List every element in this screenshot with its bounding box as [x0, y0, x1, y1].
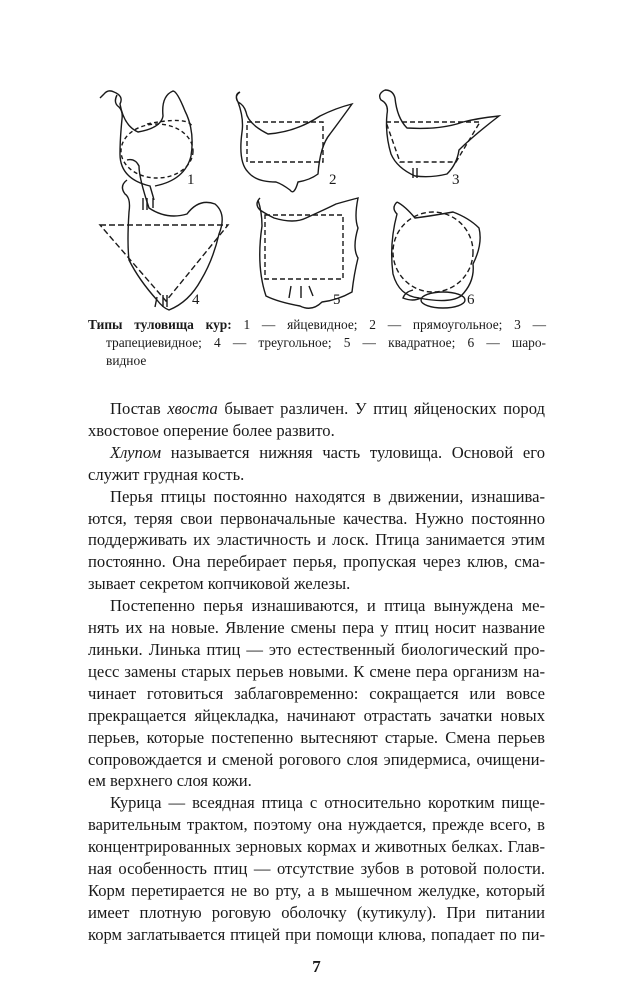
chicken-illustrations [95, 80, 515, 315]
page-number: 7 [312, 956, 321, 976]
text-line: перьев, которые постепенно вытесняют старые. Смена перьев [88, 727, 545, 747]
text-line: служит грудная кость. [88, 464, 245, 484]
paragraph [88, 595, 545, 792]
text-line: зывает секретом копчиковой железы. [88, 574, 351, 594]
text-line: Постепенно перья изнашиваются, и птица вынуждена ме- [110, 596, 545, 616]
caption-line: видное [106, 353, 147, 368]
text-line: цесс замены старых перьев новыми. К смене пера организм на- [88, 661, 545, 681]
paragraph [88, 486, 545, 596]
text-line: Курица — всеядная птица с относительно коротким пище- [110, 793, 545, 813]
text-line: нять их на новые. Явление смены пера у птиц носит название [88, 618, 545, 638]
body-text [88, 398, 545, 978]
figure-label-1: 1 [187, 172, 195, 188]
text-line: Перья птицы постоянно находятся в движении, изнашива- [110, 486, 545, 506]
text: бывает различен. У птиц яйценоских пород [217, 399, 545, 418]
term-emphasis: хвоста [167, 399, 218, 418]
chicken-trapezoidal [380, 90, 499, 178]
figure-label-6: 6 [467, 292, 475, 308]
caption-title: Типы туловища кур: [88, 317, 232, 332]
text-line: сопровождается и сменой рогового слоя эпидермиса, очищени- [88, 749, 545, 769]
caption-line: 1 — яйцевидное; 2 — прямоугольное; 3 — [231, 317, 547, 332]
text-line: ем верхнего слоя кожи. [88, 771, 252, 791]
text-line: корм заглатывается птицей при помощи клюва, попадает по пи- [88, 924, 545, 944]
chicken-body-types-figure [95, 80, 515, 315]
text-line: постоянно. Она перебирает перья, пропуская через клюв, сма- [88, 552, 545, 572]
figure-caption [88, 316, 546, 370]
paragraph [88, 442, 545, 486]
chicken-egg-shaped [100, 91, 193, 210]
chicken-square [257, 198, 358, 308]
term-emphasis: Хлупом [110, 442, 162, 462]
figure-label-2: 2 [329, 172, 337, 188]
figure-label-3: 3 [452, 172, 460, 188]
text-line: поддерживать их эластичность и лоск. Птица занимается этим [88, 530, 545, 550]
figure-label-4: 4 [192, 292, 200, 308]
text-line: ная особенность птиц — отсутствие зубов в ротовой полости. [88, 859, 545, 879]
text-line: чинает готовиться заблаговременно: сокращается или вовсе [88, 683, 545, 703]
text-line: ются, теряя свои первоначальные качества. Нужно постоянно [88, 508, 545, 528]
text-line: имеет плотную роговую оболочку (кутикулу). При питании [88, 902, 545, 922]
text-line: варительным трактом, поэтому она нуждается, прежде всего, в [88, 815, 545, 835]
text: называется нижняя часть туловища. Основой его [161, 442, 545, 462]
text-line: концентрированных зерновых кормах и животных белках. Глав- [88, 837, 545, 857]
caption-line: трапециевидное; 4 — треугольное; 5 — квадратное; 6 — шаро- [106, 335, 546, 350]
text-line: хвостовое оперение более развито. [88, 420, 335, 440]
text-line: линьки. Линька птиц — это естественный биологический про- [88, 639, 545, 659]
paragraph [88, 398, 545, 442]
chicken-triangular [100, 160, 228, 310]
text: Постав [110, 399, 168, 418]
figure-label-5: 5 [333, 292, 341, 308]
text-line: Корм перетирается не во рту, а в мышечном желудке, который [88, 880, 545, 900]
text-line: прекращается яйцекладка, начинают отрастать зачатки новых [88, 705, 545, 725]
paragraph [88, 792, 545, 945]
